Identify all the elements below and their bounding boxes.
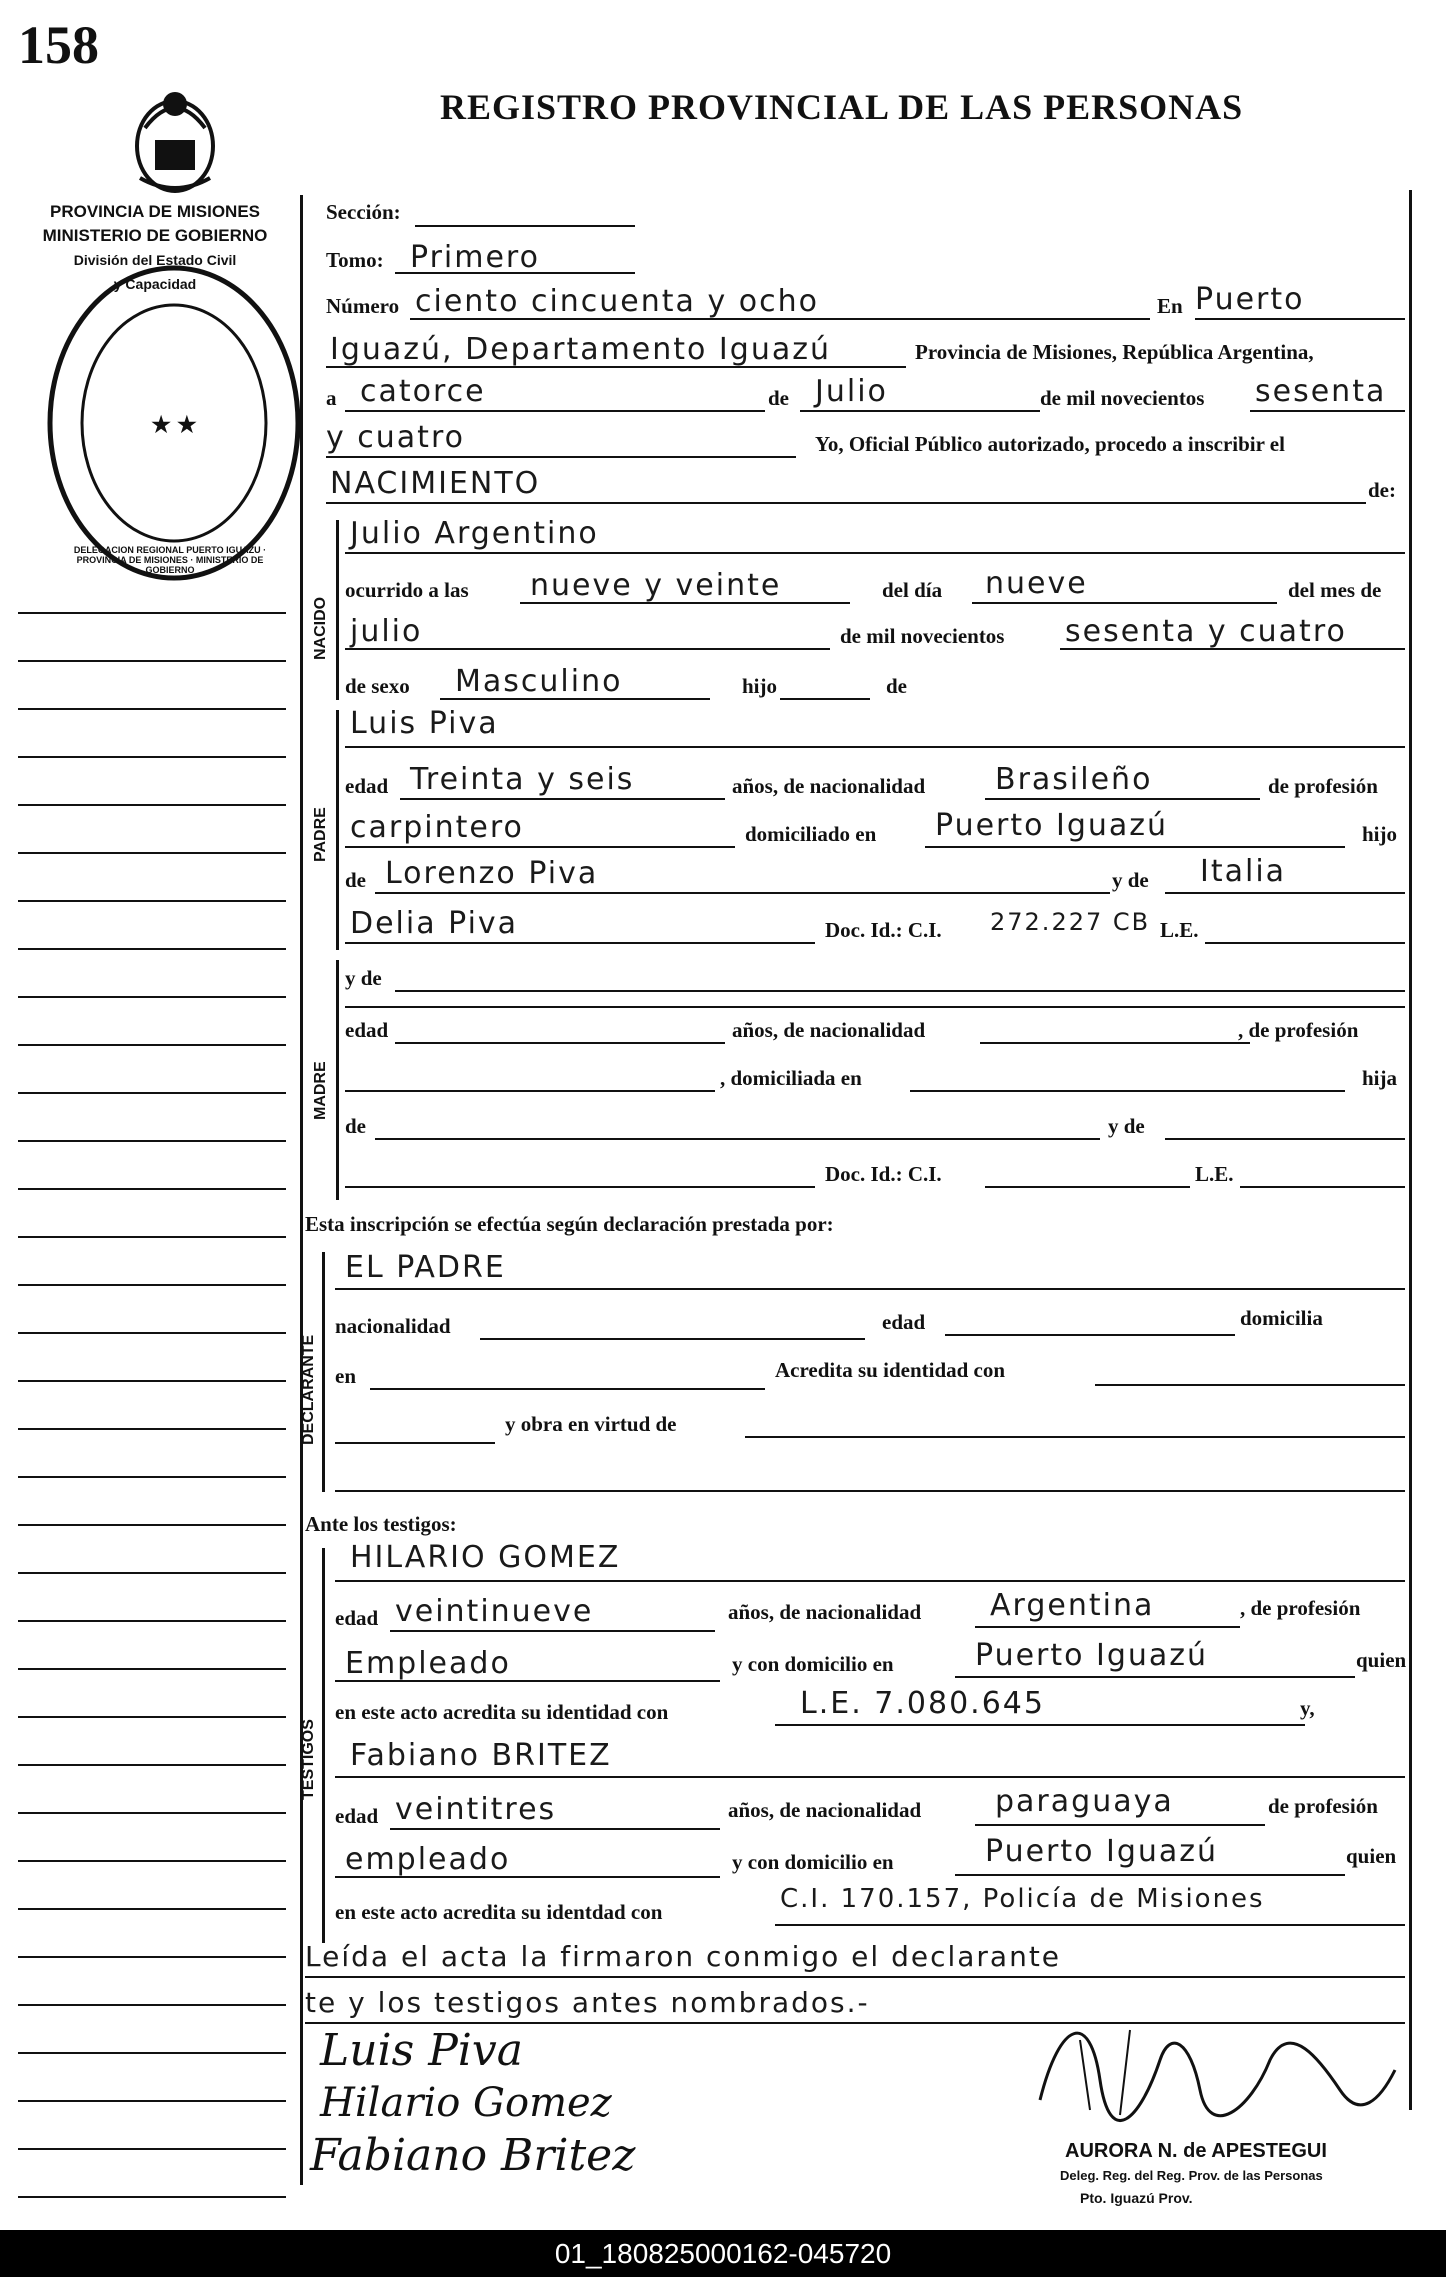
hijo-label: hijo xyxy=(742,674,778,698)
margin-rule xyxy=(18,852,286,854)
margin-rule xyxy=(18,612,286,614)
t2-edad-line xyxy=(390,1828,720,1830)
testigos-bar xyxy=(322,1548,325,1943)
signature-witness-2: Fabiano Britez xyxy=(310,2130,636,2181)
t1-nac-line xyxy=(975,1626,1240,1628)
t2-dom-value: Puerto Iguazú xyxy=(985,1834,1219,1869)
t1-doc-line xyxy=(775,1724,1305,1726)
margin-rule xyxy=(18,1332,286,1334)
madre-edad-label: edad xyxy=(345,1018,389,1042)
madre-prof-label: , de profesión xyxy=(1238,1018,1359,1042)
domiciliado-label: domiciliado en xyxy=(745,822,877,846)
tomo-label: Tomo: xyxy=(326,248,384,272)
t2-nac-line xyxy=(975,1824,1265,1826)
de2-label: de xyxy=(345,868,366,892)
stamp-line-3: Pto. Iguazú Prov. xyxy=(1080,2190,1193,2206)
madre-hija-label: hija xyxy=(1362,1066,1398,1090)
padre-prof-line xyxy=(345,846,735,848)
del-dia-label: del día xyxy=(882,578,943,602)
madre-name-line xyxy=(345,1006,1405,1008)
t2-dom-line xyxy=(955,1874,1345,1876)
margin-rule xyxy=(18,1092,286,1094)
seal-text: DELEGACION REGIONAL PUERTO IGUAZU · PROVINCIA DE MISIONES · MINISTERIO DE GOBIERNO xyxy=(73,545,267,575)
sexo-line xyxy=(440,698,710,700)
margin-rule xyxy=(18,2148,286,2150)
margin-rule xyxy=(18,900,286,902)
ministry-name: MINISTERIO DE GOBIERNO xyxy=(42,226,268,245)
provincia-label: Provincia de Misiones, República Argentina, xyxy=(915,340,1314,364)
a-label: a xyxy=(326,386,337,410)
margin-rule xyxy=(18,1764,286,1766)
page-number: 158 xyxy=(18,15,99,75)
margin-rule xyxy=(18,1572,286,1574)
t2-nac-value: paraguaya xyxy=(995,1784,1174,1819)
padre-edad-value: Treinta y seis xyxy=(410,762,635,797)
margin-rule xyxy=(18,660,286,662)
margin-rule xyxy=(18,1524,286,1526)
padre-dom-value: Puerto Iguazú xyxy=(935,808,1169,843)
margin-rule xyxy=(18,1812,286,1814)
margin-rule xyxy=(18,1044,286,1046)
margin-rule xyxy=(18,1236,286,1238)
seccion-line xyxy=(415,225,635,227)
nacido-bar xyxy=(336,520,339,700)
t1-dom-value: Puerto Iguazú xyxy=(975,1638,1209,1673)
madre-de-line xyxy=(375,1138,1100,1140)
official-signature-icon xyxy=(1020,2000,1400,2130)
tomo-value: Primero xyxy=(410,240,540,275)
acredita-line xyxy=(1095,1384,1405,1386)
t1-y-label: y, xyxy=(1300,1696,1315,1720)
margin-rule xyxy=(18,2004,286,2006)
coat-of-arms-icon xyxy=(125,78,225,198)
madre-y-de-line xyxy=(1165,1138,1405,1140)
left-margin-rule xyxy=(300,195,303,2185)
madre-le-line xyxy=(1240,1186,1405,1188)
t1-prof-label: , de profesión xyxy=(1240,1596,1361,1620)
obra-label: y obra en virtud de xyxy=(505,1412,677,1436)
nombre-line xyxy=(345,552,1405,554)
division-name: División del Estado Civil xyxy=(73,252,237,268)
margin-rule xyxy=(18,1284,286,1286)
abuela-value: Delia Piva xyxy=(350,906,519,941)
declarante-en-label: en xyxy=(335,1364,356,1388)
hora-value: nueve y veinte xyxy=(530,568,782,603)
de-label: de xyxy=(768,386,789,410)
inscripcion-label: Esta inscripción se efectúa según declaración prestada por: xyxy=(305,1212,834,1236)
padre-anos-label: años, de nacionalidad xyxy=(732,774,926,798)
seccion-label: Sección: xyxy=(326,200,401,224)
nacionalidad-label: nacionalidad xyxy=(335,1314,451,1338)
margin-rule xyxy=(18,1428,286,1430)
anio-line xyxy=(1250,410,1405,412)
hora-line xyxy=(520,602,850,604)
abuelo-line xyxy=(375,892,1110,894)
t2-quien-label: quien xyxy=(1346,1844,1397,1868)
declarante-end-line xyxy=(335,1490,1405,1492)
padre-bar xyxy=(336,710,339,950)
padre-doc-label: Doc. Id.: C.I. xyxy=(825,918,942,942)
t1-edad-value: veintinueve xyxy=(395,1594,594,1629)
padre-doc-value: 272.227 CB xyxy=(990,908,1151,936)
margin-rule xyxy=(18,1860,286,1862)
t1-edad-label: edad xyxy=(335,1606,379,1630)
madre-dom-label: , domiciliada en xyxy=(720,1066,862,1090)
nombre-value: Julio Argentino xyxy=(350,516,599,551)
hijo-de-label: de xyxy=(886,674,907,698)
margin-rule xyxy=(18,1956,286,1958)
margin-rule xyxy=(18,708,286,710)
signature-witness-1: Hilario Gomez xyxy=(320,2080,612,2126)
t2-prof-line xyxy=(335,1876,720,1878)
t1-nac-value: Argentina xyxy=(990,1588,1155,1623)
mil-novecientos-label: de mil novecientos xyxy=(1040,386,1205,410)
mil-nov2-label: de mil novecientos xyxy=(840,624,1005,648)
testigo2-line xyxy=(335,1776,1405,1778)
closing-line-2: te y los testigos antes nombrados.- xyxy=(305,1986,870,2019)
acredita-label: Acredita su identidad con xyxy=(775,1358,1006,1382)
section-padre: PADRE xyxy=(312,807,329,862)
hijo2-label: hijo xyxy=(1362,822,1398,846)
numero-value: ciento cincuenta y ocho xyxy=(415,284,819,319)
testigo1-line xyxy=(335,1580,1405,1582)
madre-nac-line xyxy=(980,1042,1250,1044)
anio-value: sesenta xyxy=(1255,374,1387,409)
t1-doc-value: L.E. 7.080.645 xyxy=(800,1686,1045,1721)
t2-edad-label: edad xyxy=(335,1804,379,1828)
margin-rule xyxy=(18,1476,286,1478)
localidad-value: Iguazú, Departamento Iguazú xyxy=(330,332,831,367)
t2-acto-label: en este acto acredita su identdad con xyxy=(335,1900,663,1924)
declarante-value: EL PADRE xyxy=(345,1250,506,1285)
padre-le-label: L.E. xyxy=(1160,918,1199,942)
anio-nac-line xyxy=(1060,648,1405,650)
t1-prof-value: Empleado xyxy=(345,1646,511,1681)
anio-nac-value: sesenta y cuatro xyxy=(1065,614,1347,649)
document-title: REGISTRO PROVINCIAL DE LAS PERSONAS xyxy=(440,87,1244,127)
margin-rule xyxy=(18,1380,286,1382)
nacionalidad-line xyxy=(480,1338,865,1340)
anio2-value: y cuatro xyxy=(326,420,465,455)
padre-line xyxy=(345,746,1405,748)
tomo-line xyxy=(395,272,635,274)
t2-anos-label: años, de nacionalidad xyxy=(728,1798,922,1822)
de-colon-label: de: xyxy=(1368,478,1396,502)
en-value: Puerto xyxy=(1195,282,1305,317)
mes-value: Julio xyxy=(815,374,888,409)
t2-dom-label: y con domicilio en xyxy=(732,1850,894,1874)
numero-line xyxy=(410,318,1150,320)
madre-dom-line xyxy=(910,1090,1345,1092)
dia-value: catorce xyxy=(360,374,486,409)
en-label: En xyxy=(1157,294,1183,318)
y-de-label: y de xyxy=(1112,868,1149,892)
margin-rule xyxy=(18,756,286,758)
closing-line-1: Leída el acta la firmaron conmigo el declarante xyxy=(305,1940,1062,1973)
madre-yde-label: y de xyxy=(345,966,382,990)
en-line xyxy=(1195,318,1405,320)
padre-nac-value: Brasileño xyxy=(995,762,1153,797)
testigo1-value: HILARIO GOMEZ xyxy=(350,1540,621,1575)
ocurrido-label: ocurrido a las xyxy=(345,578,469,602)
margin-rule xyxy=(18,804,286,806)
margin-rule xyxy=(18,1140,286,1142)
declarante-edad-line xyxy=(945,1334,1235,1336)
mes-nac-value: julio xyxy=(350,614,423,649)
obra-pre-line xyxy=(335,1442,495,1444)
del-mes-label: del mes de xyxy=(1288,578,1382,602)
signature-father: Luis Piva xyxy=(320,2025,523,2076)
anio2-line xyxy=(326,456,796,458)
madre-edad-line xyxy=(395,1042,725,1044)
margin-rule xyxy=(18,1620,286,1622)
sexo-label: de sexo xyxy=(345,674,410,698)
division-sub: y Capacidad xyxy=(113,276,197,292)
closing-line-1-rule xyxy=(305,1976,1405,1978)
t1-dom-label: y con domicilio en xyxy=(732,1652,894,1676)
t2-doc-line xyxy=(775,1924,1405,1926)
padre-nac-line xyxy=(985,798,1260,800)
dia-line xyxy=(345,410,765,412)
province-name: PROVINCIA DE MISIONES xyxy=(49,202,260,221)
margin-rule xyxy=(18,1716,286,1718)
t2-doc-value: C.I. 170.157, Policía de Misiones xyxy=(780,1884,1265,1914)
t2-prof-value: empleado xyxy=(345,1842,511,1877)
dia-nac-value: nueve xyxy=(985,566,1088,601)
dia-nac-line xyxy=(972,602,1277,604)
section-nacido: NACIDO xyxy=(312,596,329,660)
madre-de-label: de xyxy=(345,1114,366,1138)
stamp-line-2: Deleg. Reg. del Reg. Prov. de las Personas xyxy=(1060,2168,1323,2183)
madre-abuela-line xyxy=(345,1186,815,1188)
domicilia-label: domicilia xyxy=(1240,1306,1323,1330)
madre-anos-label: años, de nacionalidad xyxy=(732,1018,926,1042)
document-id-footer: 01_180825000162-045720 xyxy=(0,2230,1446,2277)
hijo-line xyxy=(780,698,870,700)
abuelo-yde-line xyxy=(1165,892,1405,894)
margin-rule xyxy=(18,1188,286,1190)
margin-rule xyxy=(18,2052,286,2054)
testigo2-value: Fabiano BRITEZ xyxy=(350,1738,612,1773)
sexo-value: Masculino xyxy=(455,664,623,699)
madre-le-label: L.E. xyxy=(1195,1162,1234,1186)
margin-rule xyxy=(18,2100,286,2102)
section-declarante: DECLARANTE xyxy=(300,1334,317,1445)
stamp-name: AURORA N. de APESTEGUI xyxy=(1065,2140,1327,2162)
declarante-edad-label: edad xyxy=(882,1310,926,1334)
official-seal-icon xyxy=(45,262,303,584)
padre-edad-label: edad xyxy=(345,774,389,798)
padre-prof-value: carpintero xyxy=(350,810,524,845)
acto-value: NACIMIENTO xyxy=(330,466,541,501)
margin-rule xyxy=(18,2196,286,2198)
ante-testigos-label: Ante los testigos: xyxy=(305,1512,457,1536)
margin-rule xyxy=(18,1668,286,1670)
obra-line xyxy=(745,1436,1405,1438)
yo-label: Yo, Oficial Público autorizado, procedo a inscribir el xyxy=(815,432,1285,456)
madre-bar xyxy=(336,960,339,1200)
t1-quien-label: quien xyxy=(1356,1648,1407,1672)
madre-doc-line xyxy=(985,1186,1190,1188)
margin-rule xyxy=(18,1908,286,1910)
abuelo-yde-value: Italia xyxy=(1200,854,1287,889)
t2-edad-value: veintitres xyxy=(395,1792,557,1827)
acto-line xyxy=(326,502,1366,504)
padre-value: Luis Piva xyxy=(350,706,499,741)
mes-line xyxy=(800,410,1040,412)
t2-prof-label: de profesión xyxy=(1268,1794,1378,1818)
padre-dom-line xyxy=(925,846,1345,848)
right-border-rule xyxy=(1409,190,1412,2110)
svg-text:★ ★: ★ ★ xyxy=(151,412,197,437)
t1-anos-label: años, de nacionalidad xyxy=(728,1600,922,1624)
declarante-en-line xyxy=(370,1388,765,1390)
t1-edad-line xyxy=(390,1630,715,1632)
padre-le-line xyxy=(1205,942,1405,944)
localidad-line xyxy=(326,366,906,368)
section-madre: MADRE xyxy=(312,1061,329,1120)
t1-prof-line xyxy=(335,1680,720,1682)
madre-doc-label: Doc. Id.: C.I. xyxy=(825,1162,942,1186)
t1-dom-line xyxy=(955,1676,1355,1678)
abuelo-value: Lorenzo Piva xyxy=(385,856,599,891)
margin-rule xyxy=(18,948,286,950)
numero-label: Número xyxy=(326,294,400,318)
declarante-line xyxy=(335,1288,1405,1290)
madre-y-de-label: y de xyxy=(1108,1114,1145,1138)
declarante-bar xyxy=(322,1252,325,1492)
t1-acto-label: en este acto acredita su identidad con xyxy=(335,1700,669,1724)
abuela-line xyxy=(345,942,815,944)
margin-rule xyxy=(18,996,286,998)
padre-edad-line xyxy=(400,798,725,800)
padre-prof-label: de profesión xyxy=(1268,774,1378,798)
section-testigos: TESTIGOS xyxy=(300,1719,317,1800)
mes-nac-line xyxy=(345,648,830,650)
madre-prof-line xyxy=(345,1090,715,1092)
madre-yde-line xyxy=(395,990,1405,992)
